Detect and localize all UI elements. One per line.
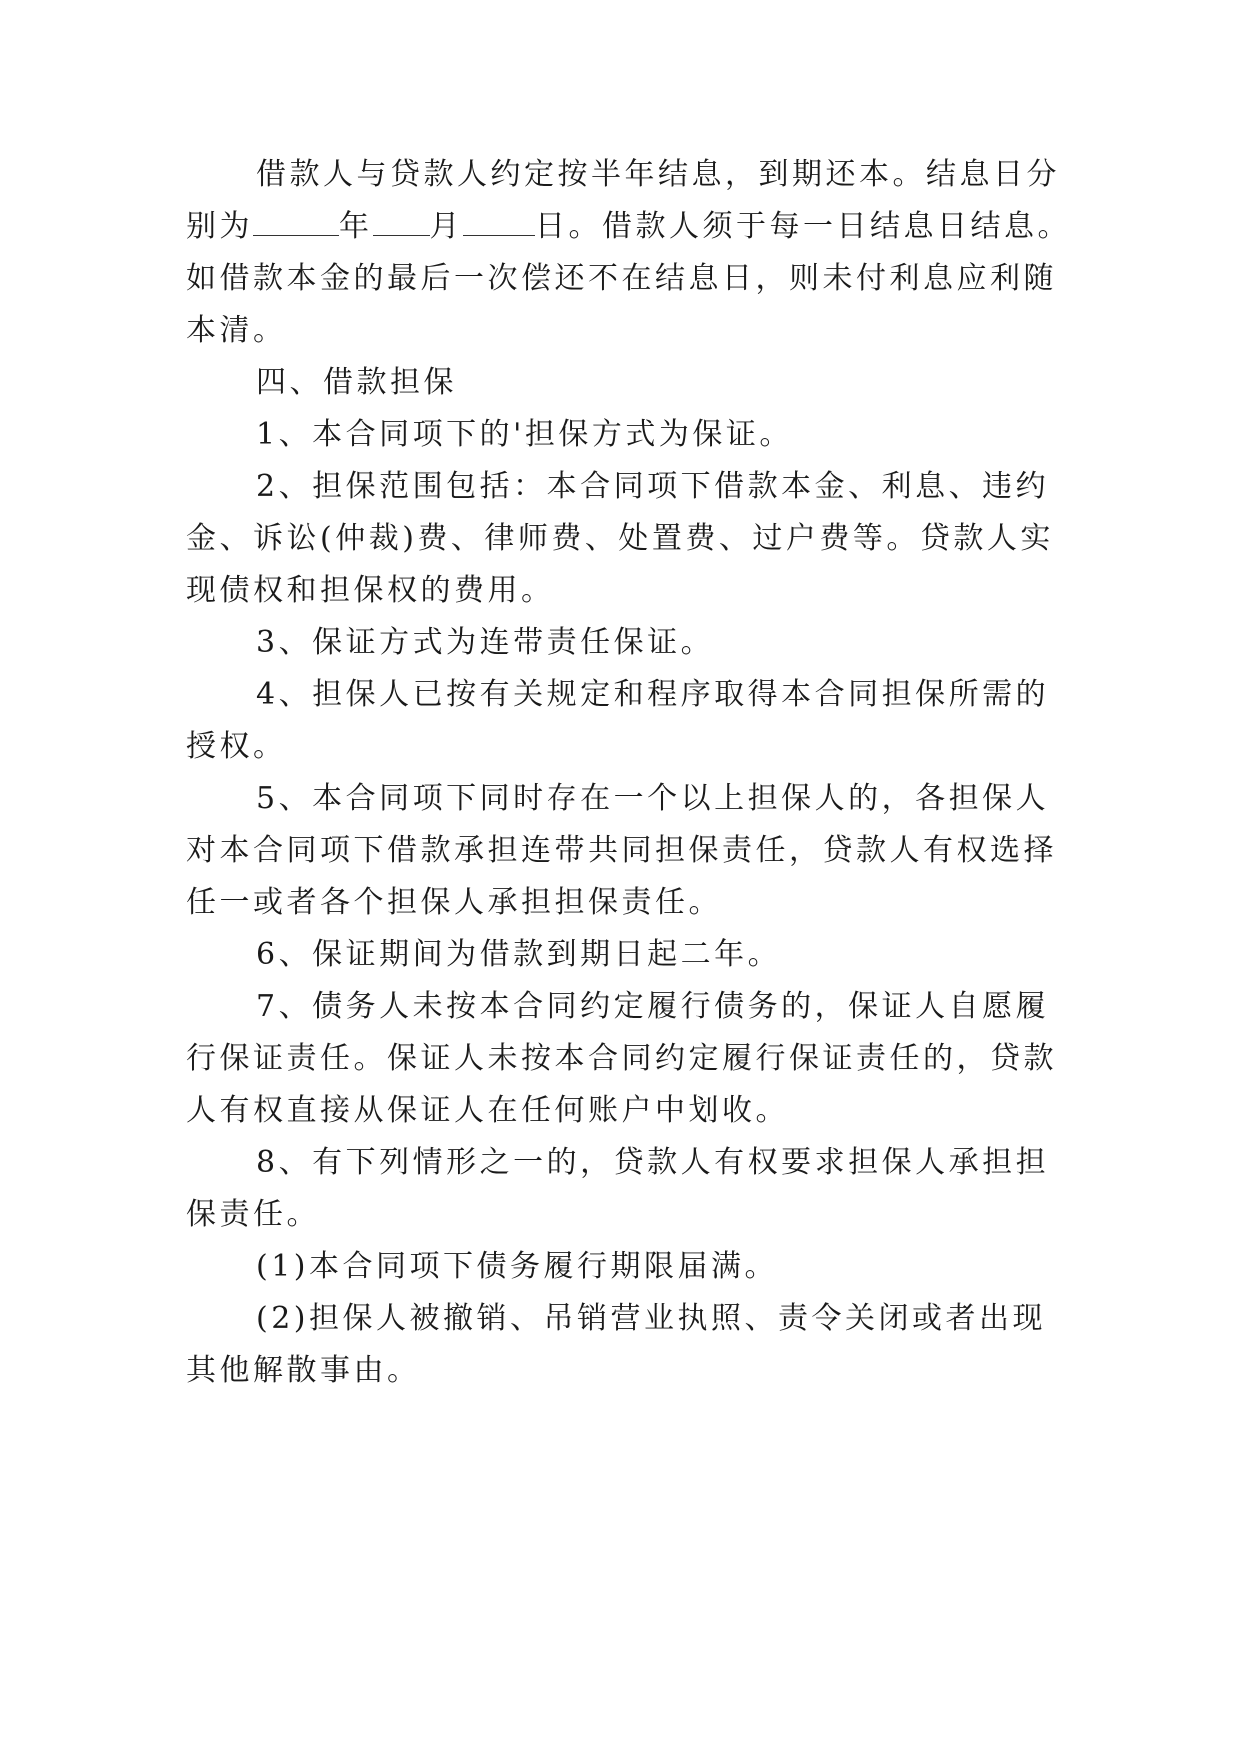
day-blank [463, 209, 535, 236]
text-fragment: 年 [339, 209, 373, 244]
text-fragment: 别为 [186, 209, 253, 244]
clause-5-line: 对本合同项下借款承担连带共同担保责任，贷款人有权选择 [186, 833, 1057, 868]
clause-7-line: 7、债务人未按本合同约定履行债务的，保证人自愿履 [256, 989, 1050, 1024]
paragraph-line: 本清。 [186, 313, 287, 348]
clause-4-line: 4、担保人已按有关规定和程序取得本合同担保所需的 [256, 677, 1050, 712]
clause-8-line: 保责任。 [186, 1197, 320, 1232]
year-blank [253, 209, 339, 236]
clause-2-line: 现债权和担保权的费用。 [186, 573, 555, 608]
sub-clause-2-line: (2)担保人被撤销、吊销营业执照、责令关闭或者出现 [256, 1301, 1046, 1336]
clause-5-line: 5、本合同项下同时存在一个以上担保人的，各担保人 [256, 781, 1050, 816]
clause-2-line: 2、担保范围包括：本合同项下借款本金、利息、违约 [256, 469, 1050, 504]
month-blank [373, 209, 430, 236]
clause-7-line: 人有权直接从保证人在任何账户中划收。 [186, 1093, 789, 1128]
sub-clause-2-line: 其他解散事由。 [186, 1353, 421, 1388]
clause-8-line: 8、有下列情形之一的，贷款人有权要求担保人承担担 [256, 1145, 1050, 1180]
text-fragment: 月 [429, 209, 463, 244]
clause-7-line: 行保证责任。保证人未按本合同约定履行保证责任的，贷款 [186, 1041, 1057, 1076]
paragraph-line-with-blanks [186, 207, 1071, 247]
paragraph-line: 如借款本金的最后一次偿还不在结息日，则未付利息应利随 [186, 261, 1057, 296]
text-fragment: 日。借款人须于每一日结息日结息。 [535, 209, 1071, 244]
clause-3: 3、保证方式为连带责任保证。 [256, 625, 715, 660]
section-heading: 四、借款担保 [256, 365, 457, 400]
sub-clause-1: (1)本合同项下债务履行期限届满。 [256, 1249, 778, 1284]
clause-2-line: 金、诉讼(仲裁)费、律师费、处置费、过户费等。贷款人实 [186, 521, 1054, 556]
clause-4-line: 授权。 [186, 729, 287, 764]
clause-6: 6、保证期间为借款到期日起二年。 [256, 937, 782, 972]
clause-5-line: 任一或者各个担保人承担担保责任。 [186, 885, 722, 920]
clause-1: 1、本合同项下的'担保方式为保证。 [256, 417, 793, 452]
paragraph-line: 借款人与贷款人约定按半年结息，到期还本。结息日分 [256, 157, 1060, 192]
